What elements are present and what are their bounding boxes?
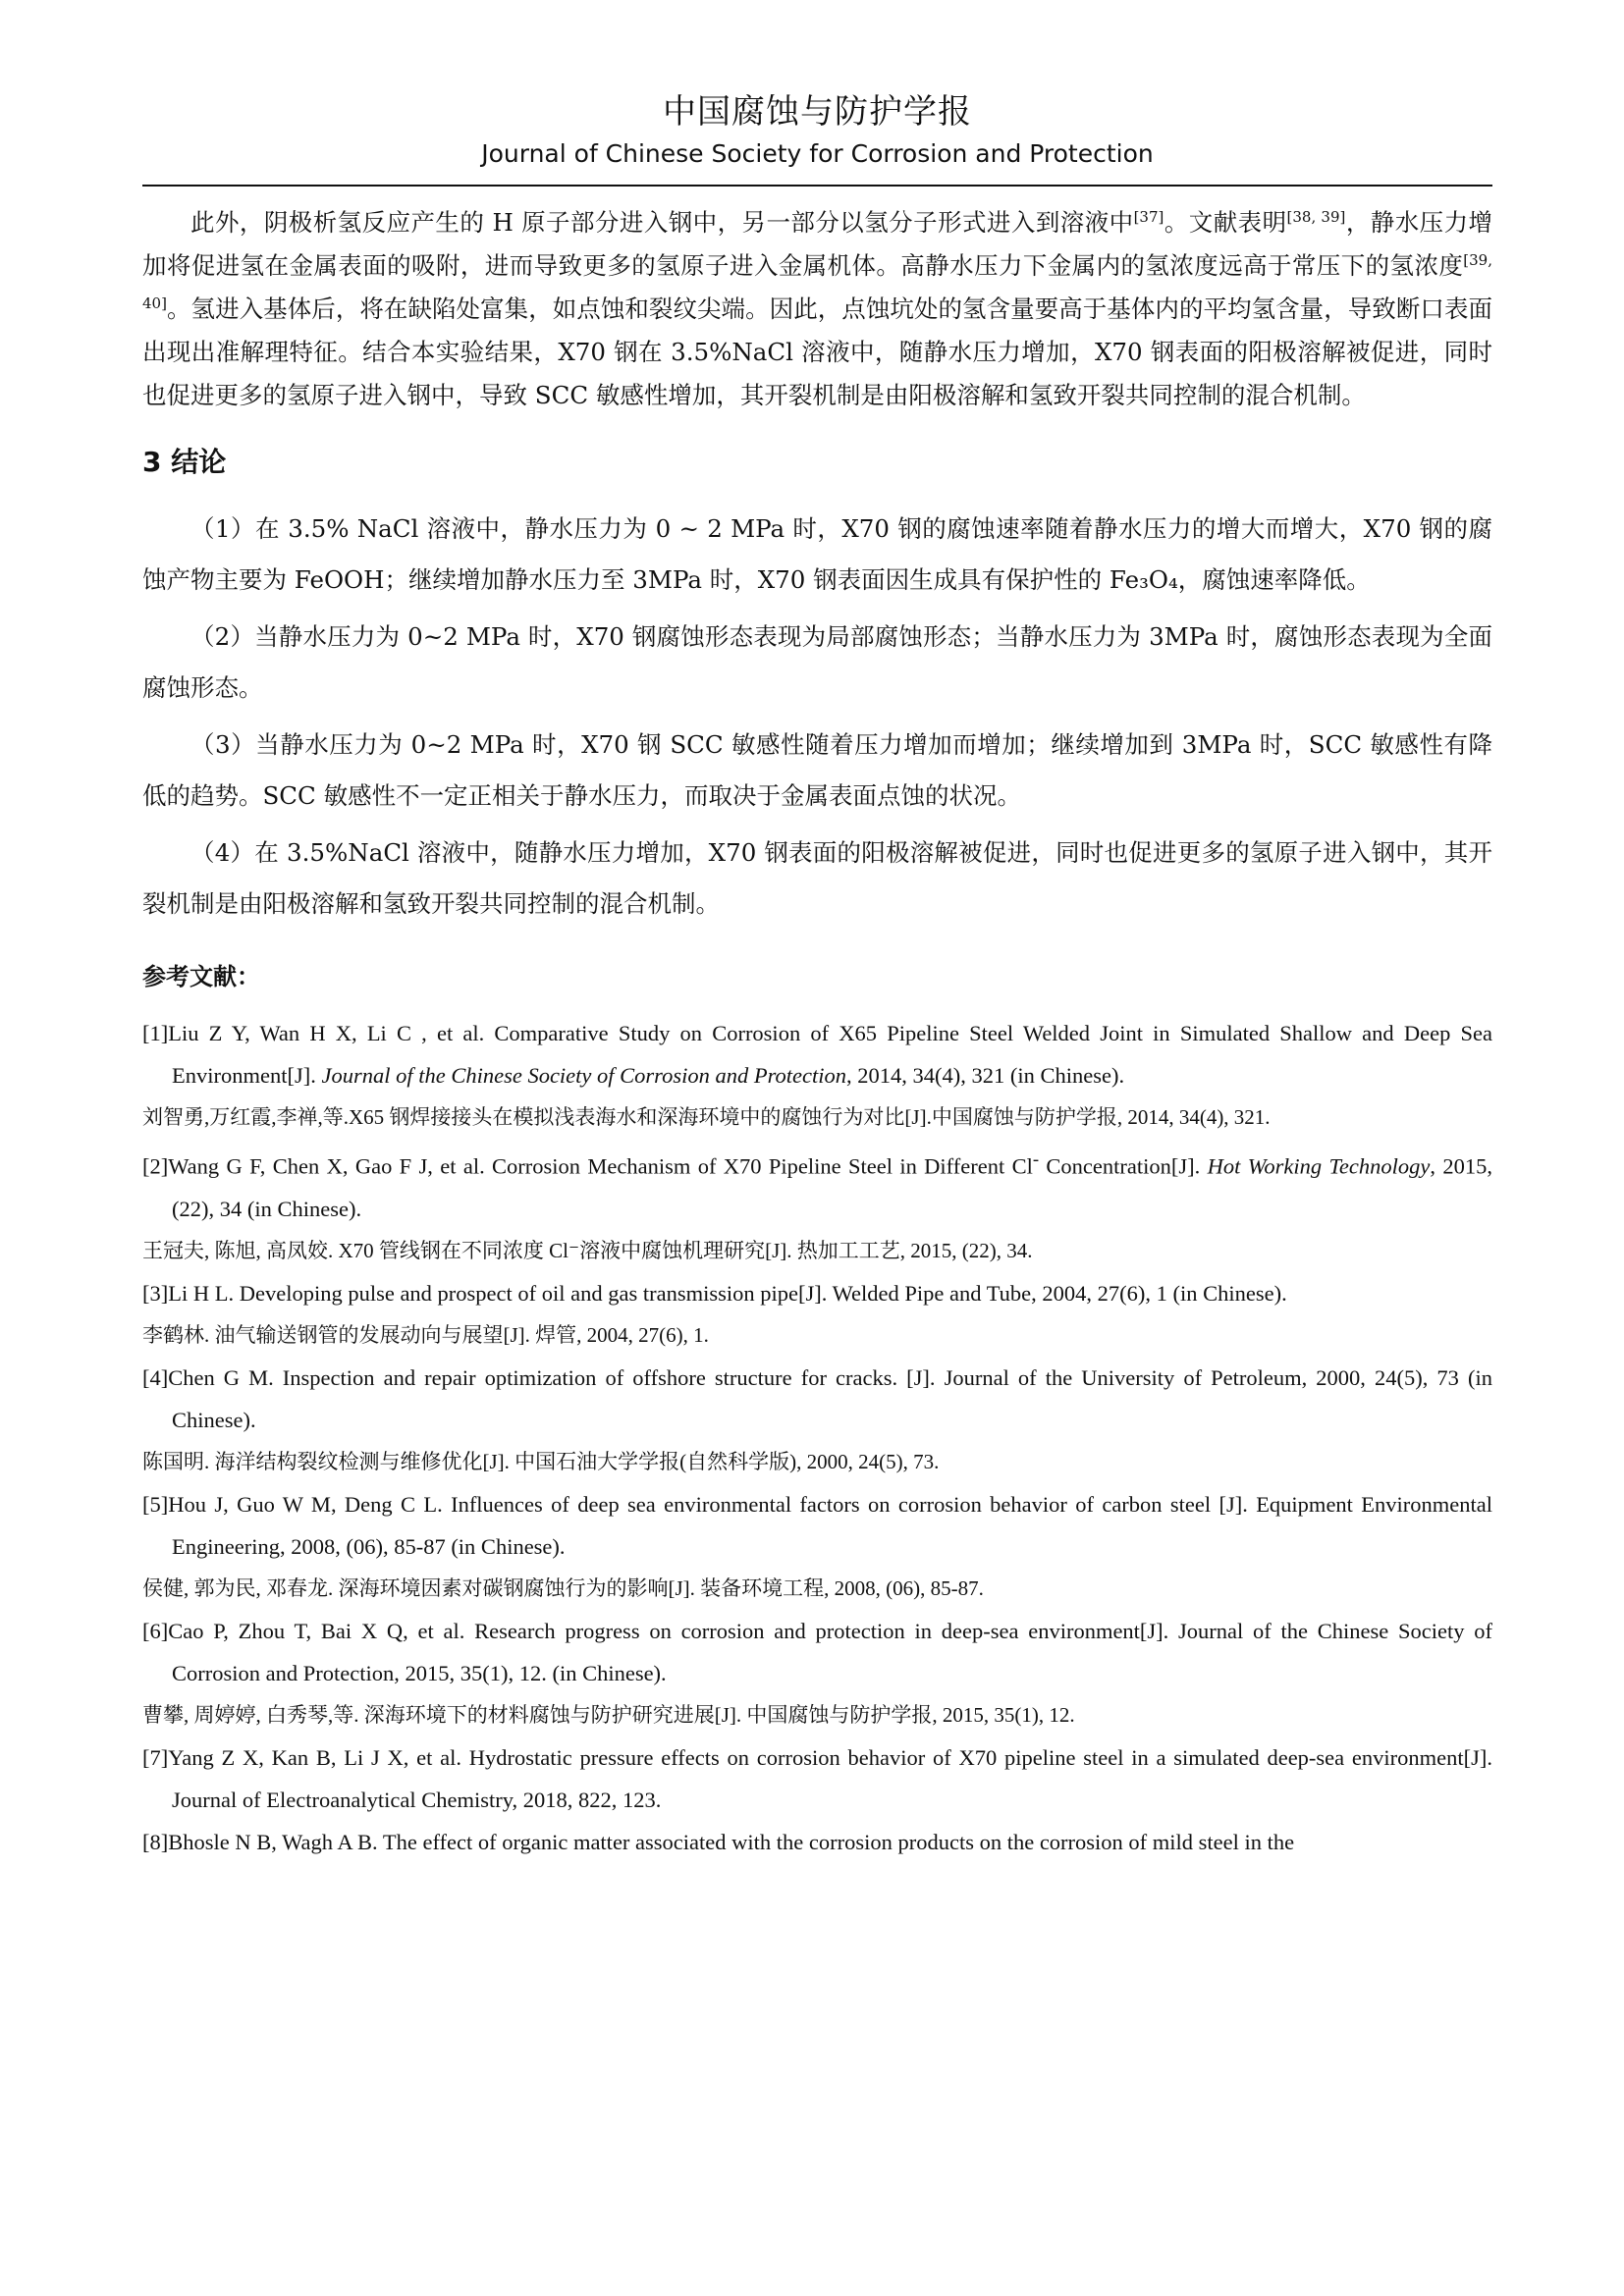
text-run: Concentration[J]. (1039, 1153, 1208, 1179)
text-run: 。氢进入基体后，将在缺陷处富集，如点蚀和裂纹尖端。因此，点蚀坑处的氢含量要高于基体内的平均氢含量，导致断口表面出现出准解理特征。结合本实验结果，X70 钢在 3.5%NaCl 溶液中，随静水压力增加，X70 钢表面的阳极溶解被促进，同时也促进更多的氢原子进入钢中，导致 SCC 敏感性增加，其开裂机制是由阳极溶解和氢致开裂共同控制的混合机制。 (142, 294, 1492, 409)
text-run: , 2014, 34(4), 321 (in Chinese). (846, 1063, 1125, 1088)
text-run: 。文献表明 (1164, 208, 1287, 237)
journal-header (142, 90, 1492, 171)
citation: [39, 40] (142, 250, 1492, 312)
reference-item-cn: 王冠夫, 陈旭, 高凤姣. X70 管线钢在不同浓度 Cl⁻溶液中腐蚀机理研究[J]. 热加工工艺, 2015, (22), 34. (142, 1238, 1033, 1262)
reference-item: [7]Yang Z X, Kan B, Li J X, et al. Hydrostatic pressure effects on corrosion behavior of X70 pipeline steel in a simulated deep-sea environment[J]. Journal of Electroanalytical Chemistry, 2018, 822, 123. (142, 1744, 1492, 1812)
text-run: [2]Wang G F, Chen X, Gao F J, et al. Corrosion Mechanism of X70 Pipeline Steel in Different Cl (142, 1153, 1033, 1179)
references-title: 参考文献： (142, 963, 260, 990)
reference-item: [3]Li H L. Developing pulse and prospect of oil and gas transmission pipe[J]. Welded Pipe and Tube, 2004, 27(6), 1 (in Chinese). (142, 1280, 1287, 1306)
reference-item-cn: 曹攀, 周婷婷, 白秀琴,等. 深海环境下的材料腐蚀与防护研究进展[J]. 中国腐蚀与防护学报, 2015, 35(1), 12. (142, 1702, 1075, 1727)
text-run: ，静水压力增加将促进氢在金属表面的吸附，进而导致更多的氢原子进入金属机体。高静水压力下金属内的氢浓度远高于常压下的氢浓度 (142, 208, 1493, 280)
reference-item-cn: 李鹤林. 油气输送钢管的发展动向与展望[J]. 焊管, 2004, 27(6), 1. (142, 1322, 709, 1347)
text-run: 此外，阴极析氢反应产生的 H 原子部分进入钢中，另一部分以氢分子形式进入到溶液中 (190, 208, 1134, 237)
conclusion-item: （2）当静水压力为 0~2 MPa 时，X70 钢腐蚀形态表现为局部腐蚀形态；当静水压力为 3MPa 时，腐蚀形态表现为全面腐蚀形态。 (142, 622, 1492, 702)
reference-item: [6]Cao P, Zhou T, Bai X Q, et al. Research progress on corrosion and protection in deep-sea environment[J]. Journal of the Chinese Society of Corrosion and Protection, 2015, 35(1), 12. (in Chinese). (142, 1618, 1492, 1685)
reference-item: [5]Hou J, Guo W M, Deng C L. Influences of deep sea environmental factors on corrosion behavior of carbon steel [J]. Equipment Environmental Engineering, 2008, (06), 85-87 (in Chinese). (142, 1491, 1492, 1559)
journal-name: Journal of the Chinese Society of Corrosion and Protection (321, 1063, 846, 1088)
journal-title-en: Journal of Chinese Society for Corrosion and Protection (481, 139, 1154, 168)
journal-name: Hot Working Technology (1207, 1153, 1431, 1179)
conclusion-item: （3）当静水压力为 0~2 MPa 时，X70 钢 SCC 敏感性随着压力增加而增加；继续增加到 3MPa 时，SCC 敏感性有降低的趋势。SCC 敏感性不一定正相关于静水压力，而取决于金属表面点蚀的状况。 (142, 730, 1492, 810)
reference-item (142, 1012, 1492, 1096)
header-rule (142, 185, 1492, 187)
reference-list (142, 1012, 1492, 1863)
reference-item-cn: 刘智勇,万红霞,李禅,等.X65 钢焊接接头在模拟浅表海水和深海环境中的腐蚀行为对比[J].中国腐蚀与防护学报, 2014, 34(4), 321. (142, 1105, 1271, 1129)
page-body (142, 201, 1492, 1863)
conclusion-item: （1）在 3.5% NaCl 溶液中，静水压力为 0 ~ 2 MPa 时，X70 钢的腐蚀速率随着静水压力的增大而增大，X70 钢的腐蚀产物主要为 FeOOH；继续增加静水压力至 3MPa 时，X70 钢表面因生成具有保护性的 Fe₃O₄，腐蚀速率降低。 (142, 514, 1492, 594)
reference-item-cn: 侯健, 郭为民, 邓春龙. 深海环境因素对碳钢腐蚀行为的影响[J]. 装备环境工程, 2008, (06), 85-87. (142, 1575, 984, 1600)
reference-item-cn: 陈国明. 海洋结构裂纹检测与维修优化[J]. 中国石油大学学报(自然科学版), 2000, 24(5), 73. (142, 1449, 940, 1473)
conclusion-item: （4）在 3.5%NaCl 溶液中，随静水压力增加，X70 钢表面的阳极溶解被促进，同时也促进更多的氢原子进入钢中，其开裂机制是由阳极溶解和氢致开裂共同控制的混合机制。 (142, 838, 1492, 918)
reference-item (142, 1139, 1492, 1230)
conclusion-list (142, 504, 1492, 930)
reference-item: [4]Chen G M. Inspection and repair optimization of offshore structure for cracks. [J]. Journal of the University of Petroleum, 2000, 24(5), 73 (in Chinese). (142, 1364, 1492, 1432)
reference-item: [8]Bhosle N B, Wagh A B. The effect of organic matter associated with the corrosion products on the corrosion of mild steel in the (142, 1829, 1295, 1854)
citation: [38, 39] (1286, 207, 1346, 226)
text-run: , 2015, (22), 34 (in Chinese). (172, 1153, 1492, 1221)
text-run: [1]Liu Z Y, Wan H X, Li C , et al. Comparative Study on Corrosion of X65 Pipeline Steel Welded Joint in Simulated Shallow and Deep Sea Environment[J]. (142, 1021, 1492, 1088)
discussion-paragraph (142, 201, 1492, 417)
section-title-conclusion: 3 结论 (142, 446, 227, 478)
citation: [37] (1133, 207, 1164, 226)
superscript: - (1032, 1149, 1040, 1170)
journal-title-cn: 中国腐蚀与防护学报 (663, 92, 972, 132)
